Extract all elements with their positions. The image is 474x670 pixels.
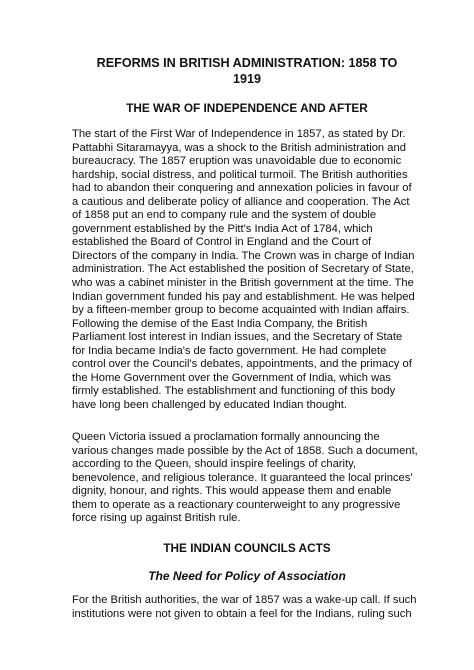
paragraph-line: For the British authorities, the war of 1857 was a wake-up call. If such bbox=[72, 594, 417, 606]
paragraph-line: bureaucracy. The 1857 eruption was unavoidable due to economic bbox=[72, 155, 402, 168]
document-title bbox=[60, 55, 434, 87]
paragraph-line: of 1858 put an end to company rule and the system of double bbox=[72, 209, 377, 222]
paragraph-line: control over the Council's debates, appointments, and the primacy of bbox=[72, 358, 412, 371]
paragraph-line: a cautious and deliberate policy of alliance and cooperation. The Act bbox=[72, 195, 410, 208]
paragraph-line: dignity, honour, and rights. This would appease them and enable bbox=[72, 485, 392, 498]
paragraph-line: government established by the Pitt's India Act of 1784, which bbox=[72, 222, 373, 235]
paragraph-line: Indian government funded his pay and establishment. He was helped bbox=[72, 290, 415, 303]
paragraph-war-wake-up-call bbox=[72, 594, 422, 621]
paragraph-line: Pattabhi Sitaramayya, was a shock to the British administration and bbox=[72, 141, 406, 154]
paragraph-act-of-1858 bbox=[72, 128, 422, 412]
title-line: 1919 bbox=[232, 72, 262, 86]
paragraph-line: had to abandon their conquering and annexation policies in favour of bbox=[72, 182, 412, 195]
paragraph-line: who was a cabinet minister in the British government at the time. The bbox=[72, 277, 414, 290]
section-heading-indian-councils-acts: THE INDIAN COUNCILS ACTS bbox=[163, 541, 331, 555]
paragraph-line: the Home Government over the Government of India, which was bbox=[72, 371, 391, 384]
paragraph-line: The start of the First War of Independence in 1857, as stated by Dr. bbox=[72, 128, 406, 140]
paragraph-line: administration. The Act established the position of Secretary of State, bbox=[72, 263, 414, 276]
paragraph-line: according to the Queen, should inspire feelings of charity, bbox=[72, 458, 356, 471]
section-heading-war-of-independence: THE WAR OF INDEPENDENCE AND AFTER bbox=[126, 101, 368, 115]
paragraph-line: Following the demise of the East India Company, the British bbox=[72, 317, 368, 330]
paragraph-line: benevolence, and religious tolerance. It guaranteed the local princes' bbox=[72, 471, 413, 484]
paragraph-line: Parliament lost interest in Indian issues, and the Secretary of State bbox=[72, 331, 403, 344]
paragraph-line: force rising up against British rule. bbox=[72, 512, 241, 525]
paragraph-line: various changes made possible by the Act of 1858. Such a document, bbox=[72, 444, 418, 457]
paragraph-line: institutions were not given to obtain a feel for the Indians, ruling such bbox=[72, 607, 412, 620]
title-line: REFORMS IN BRITISH ADMINISTRATION: 1858 TO bbox=[96, 56, 398, 70]
paragraph-line: hardship, social distress, and political turmoil. The British authorities bbox=[72, 168, 408, 181]
paragraph-line: Directors of the company in India. The Crown was in charge of Indian bbox=[72, 249, 415, 262]
paragraph-line: by a fifteen-member group to become acquainted with Indian affairs. bbox=[72, 304, 410, 317]
paragraph-line: firmly established. The establishment and functioning of this body bbox=[72, 385, 396, 398]
paragraph-line: established the Board of Control in England and the Court of bbox=[72, 236, 372, 249]
paragraph-line: Queen Victoria issued a proclamation formally announcing the bbox=[72, 431, 380, 443]
paragraph-line: for India became India's de facto government. He had complete bbox=[72, 344, 387, 357]
paragraph-line: them to operate as a reactionary counterweight to any progressive bbox=[72, 498, 401, 511]
paragraph-queen-victoria-proclamation bbox=[72, 431, 422, 526]
subheading-policy-of-association: The Need for Policy of Association bbox=[148, 569, 346, 583]
paragraph-line: have long been challenged by educated Indian thought. bbox=[72, 398, 347, 411]
